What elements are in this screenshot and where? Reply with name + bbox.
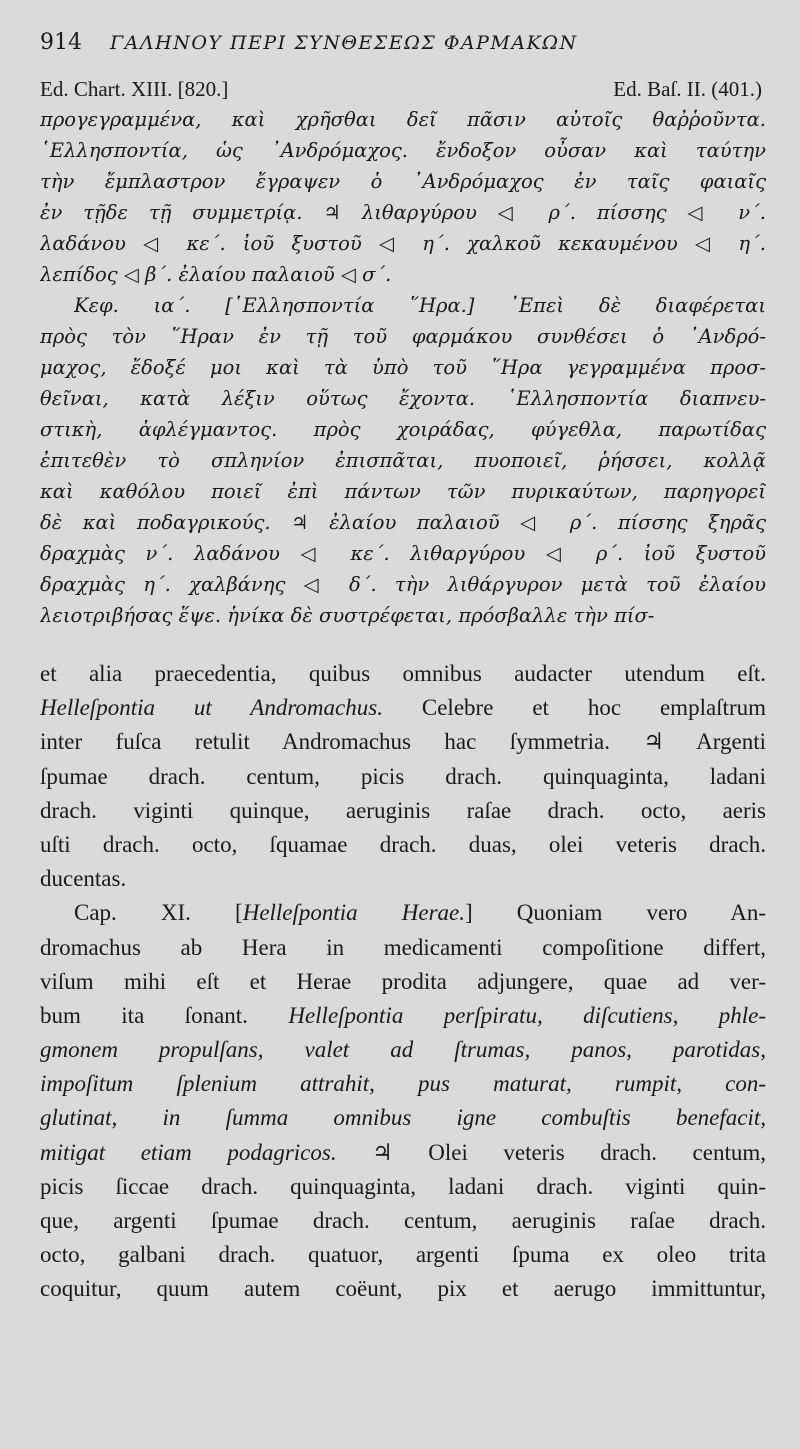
latin-line — [40, 931, 766, 965]
greek-line: τὴν ἔμπλαστρον ἔγραψεν ὁ ᾿Ανδρόμαχος ἐν ταῖς φαιαῖς — [40, 170, 766, 193]
latin-segment: picis ſiccae drach. quinquaginta, ladani drach. viginti quin- — [40, 1173, 766, 1199]
latin-line — [40, 1170, 766, 1204]
latin-segment: viſum mihi eſt et Herae prodita adjungere, quae ad ver- — [40, 968, 766, 994]
latin-line — [40, 1067, 766, 1101]
greek-line: στικὴ, ἀφλέγμαντος. πρὸς χοιράδας, φύγεθλα, παρωτίδας — [40, 418, 766, 441]
edition-right: Ed. Baſ. II. (401.) — [613, 77, 762, 101]
greek-line: δραχμὰς ν΄. λαδάνου ◁ κε΄. λιθαργύρου ◁ ρ΄. ἰοῦ ξυστοῦ — [40, 542, 766, 565]
greek-line: δὲ καὶ ποδαγρικούς. ♃ ἐλαίου παλαιοῦ ◁ ρ΄. πίσσης ξηρᾶς — [40, 511, 766, 534]
latin-segment: ♃ Olei veteris drach. centum, — [336, 1139, 766, 1165]
latin-line — [40, 965, 766, 999]
running-head — [40, 30, 766, 74]
latin-line — [40, 657, 766, 691]
latin-line — [40, 794, 766, 828]
latin-segment: coquitur, quum autem coëunt, pix et aerugo immittuntur, — [40, 1276, 766, 1302]
greek-text-block — [40, 104, 766, 631]
latin-line — [40, 896, 766, 930]
running-title: ΓΑΛΗΝΟΥ ΠΕΡΙ ΣΥΝΘΕΣΕΩΣ ΦΑΡΜΑΚΩΝ — [110, 32, 578, 54]
latin-line — [40, 1204, 766, 1238]
latin-line — [40, 760, 766, 794]
greek-line: προγεγραμμένα, καὶ χρῆσθαι δεῖ πᾶσιν αὐτοῖς θαῤῥοῦντα. — [40, 108, 766, 131]
latin-line — [40, 1101, 766, 1135]
latin-segment: dromachus ab Hera in medicamenti compoſitione differt, — [40, 934, 766, 960]
latin-line — [40, 999, 766, 1033]
latin-segment: que, argenti ſpumae drach. centum, aeruginis raſae drach. — [40, 1208, 766, 1233]
latin-segment: Cap. XI. [ — [74, 900, 243, 926]
latin-italic-segment: Helleſpontia Herae. — [242, 900, 466, 926]
edition-references — [40, 74, 766, 104]
greek-line: Κεφ. ια΄. [῾Ελλησποντία ῞Ηρα.] ᾿Επεὶ δὲ διαφέρεται — [74, 294, 766, 317]
latin-segment: inter fuſca retulit Andromachus hac ſymmetria. ♃ Argenti — [40, 729, 766, 755]
greek-line: λαδάνου ◁ κε΄. ἰοῦ ξυστοῦ ◁ η΄. χαλκοῦ κεκαυμένου ◁ η΄. — [40, 232, 766, 255]
greek-line: δραχμὰς η΄. χαλβάνης ◁ δ΄. τὴν λιθάργυρον μετὰ τοῦ ἐλαίου — [40, 573, 766, 596]
latin-line — [40, 1033, 766, 1067]
latin-segment: et alia praecedentia, quibus omnibus audacter utendum eſt. — [40, 661, 766, 686]
latin-italic-segment: glutinat, in ſumma omnibus igne combuſtis benefacit, — [40, 1105, 766, 1131]
latin-segment: ſpumae drach. centum, picis drach. quinquaginta, ladani — [40, 763, 766, 789]
latin-segment: drach. viginti quinque, aeruginis raſae drach. octo, aeris — [40, 797, 766, 823]
latin-line — [40, 1272, 766, 1306]
greek-line: ἐπιτεθὲν τὸ σπληνίον ἐπισπᾶται, πυοποιεῖ, ῥήσσει, κολλᾷ — [40, 449, 766, 472]
latin-segment: ducentas. — [40, 866, 127, 892]
latin-line — [40, 1238, 766, 1272]
latin-text-block — [40, 657, 766, 1307]
latin-line — [40, 725, 766, 759]
page-number: 914 — [40, 30, 82, 55]
latin-line — [40, 691, 766, 725]
latin-segment: octo, galbani drach. quatuor, argenti ſpuma ex oleo trita — [40, 1242, 766, 1268]
latin-segment: Celebre et hoc emplaſtrum — [382, 695, 766, 721]
greek-line: λεπίδος ◁ β΄. ἐλαίου παλαιοῦ ◁ σ΄. — [40, 263, 392, 286]
latin-line — [40, 862, 766, 896]
latin-italic-segment: Helleſpontia ut Andromachus. — [40, 695, 383, 721]
latin-italic-segment: Helleſpontia perſpiratu, diſcutiens, phle- — [288, 1002, 766, 1028]
greek-line: καὶ καθόλου ποιεῖ ἐπὶ πάντων τῶν πυρικαύτων, παρηγορεῖ — [40, 480, 766, 503]
latin-line — [40, 828, 766, 862]
latin-segment: bum ita ſonant. — [40, 1002, 289, 1028]
edition-left: Ed. Chart. XIII. [820.] — [40, 77, 229, 101]
latin-line — [40, 1136, 766, 1170]
latin-segment: ] Quoniam vero An- — [465, 900, 766, 926]
latin-italic-segment: gmonem propulſans, valet ad ſtrumas, panos, parotidas, — [40, 1037, 766, 1063]
greek-line: ῾Ελλησποντία, ὡς ᾿Ανδρόμαχος. ἔνδοξον οὖσαν καὶ ταύτην — [40, 139, 766, 162]
latin-italic-segment: impoſitum ſplenium attrahit, pus maturat, rumpit, con- — [40, 1071, 766, 1097]
latin-italic-segment: mitigat etiam podagricos. — [40, 1139, 337, 1165]
greek-line: λειοτριβήσας ἕψε. ἡνίκα δὲ συστρέφεται, πρόσβαλλε τὴν πίσ- — [40, 604, 655, 627]
greek-line: θεῖναι, κατὰ λέξιν οὕτως ἔχοντα. ῾Ελλησποντία διαπνευ- — [40, 387, 766, 410]
greek-line: ἐν τῇδε τῇ συμμετρίᾳ. ♃ λιθαργύρου ◁ ρ΄. πίσσης ◁ ν΄. — [40, 201, 766, 224]
latin-segment: uſti drach. octo, ſquamae drach. duas, olei veteris drach. — [40, 831, 766, 857]
greek-line: μαχος, ἔδοξέ μοι καὶ τὰ ὑπὸ τοῦ ῞Ηρα γεγραμμένα προσ- — [40, 356, 766, 379]
greek-line: πρὸς τὸν ῞Ηραν ἐν τῇ τοῦ φαρμάκου συνθέσει ὁ ᾿Ανδρό- — [40, 325, 766, 348]
